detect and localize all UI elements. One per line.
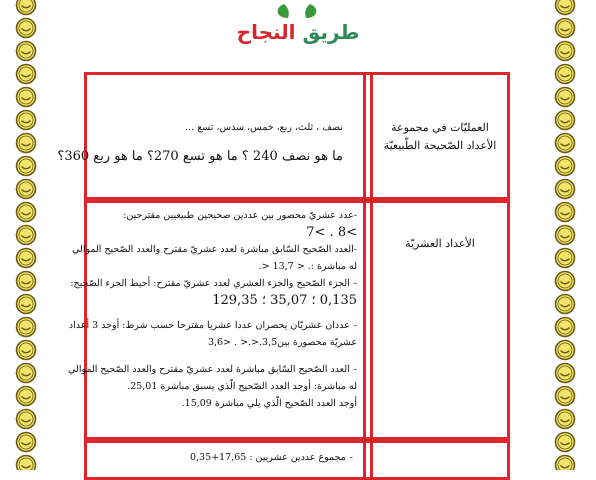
row3-label-cell — [370, 440, 510, 480]
row2-line-7: - عددان عشريّان يحصران عددا عشريا مقترحا حسب شرط: أوجد 3 أعداد — [87, 317, 357, 334]
smiley-icon — [15, 316, 37, 338]
smiley-icon — [15, 0, 37, 16]
smiley-icon — [15, 339, 37, 361]
smiley-icon — [15, 293, 37, 315]
smiley-icon — [554, 155, 576, 177]
smiley-icon — [554, 86, 576, 108]
smiley-icon — [15, 155, 37, 177]
smiley-icon — [554, 109, 576, 131]
smiley-icon — [15, 86, 37, 108]
page-title — [0, 20, 596, 44]
title-word-2: النجاح — [236, 20, 296, 44]
smiley-icon — [15, 362, 37, 384]
smiley-icon — [554, 132, 576, 154]
row2-line-10: له مباشرة: أوجد العدد الصّحيح الّذي يسبق مباشرة 25,01. — [127, 381, 357, 392]
row2-line-5: - الجزء الصّحيح والجزء العشري لعدد عشريّ مقترح: أحيط الجزء الصّحيح: — [87, 275, 357, 292]
smiley-icon — [15, 63, 37, 85]
smiley-icon — [15, 178, 37, 200]
smiley-icon — [554, 431, 576, 453]
row2-line-11: أوجد العدد الصّحيح الّذي يلي مباشرة 15,09. — [181, 398, 357, 409]
smiley-icon — [554, 247, 576, 269]
row3-content-cell — [84, 440, 366, 480]
row2-line-1: -عدد عشريّ محصور بين عددين صحيحين طبيعيين مقترحين: — [123, 210, 357, 221]
smiley-icon — [554, 270, 576, 292]
smiley-icon — [554, 0, 576, 16]
smiley-icon — [554, 385, 576, 407]
row2-line-9: - العدد الصّحيح السّابق مباشرة لعدد عشريّ مقترح والعدد الصّحيح الموالي — [87, 361, 357, 378]
row2-content-cell — [68, 200, 366, 440]
smiley-icon — [554, 201, 576, 223]
smiley-icon — [15, 109, 37, 131]
smiley-icon — [15, 224, 37, 246]
smiley-icon — [15, 431, 37, 453]
smiley-icon — [15, 132, 37, 154]
row2-label: الأعداد العشريّة — [405, 237, 475, 250]
smiley-icon — [554, 408, 576, 430]
smiley-icon — [554, 316, 576, 338]
row2-line-8: عشريّة محصورة بين3,5.<.< . <3,6 — [207, 337, 357, 348]
smiley-icon — [554, 362, 576, 384]
row2-line-6: 0,135 ؛ 35,07 ؛ 129,35 — [212, 293, 357, 308]
smiley-icon — [554, 63, 576, 85]
row1-label: العمليّات في مجموعة الأعداد الصّحيحة الطّبيعيّة — [383, 121, 497, 152]
smiley-icon — [15, 270, 37, 292]
row2-line-4: له مباشرة :. < 13,7 <. — [258, 261, 357, 272]
smiley-icon — [554, 178, 576, 200]
smiley-icon — [15, 454, 37, 470]
row1-line-1: نصف ، ثلث، ربع، خمس، سدس، تسع ... — [185, 122, 343, 133]
smiley-icon — [15, 247, 37, 269]
row1-label-cell — [370, 72, 510, 200]
smiley-icon — [15, 408, 37, 430]
smiley-icon — [554, 293, 576, 315]
row3-line-1: - مجموع عددين عشريين : 17,65+0,35 — [93, 449, 353, 466]
row2-label-cell — [370, 200, 510, 440]
smiley-icon — [15, 201, 37, 223]
smiley-icon — [15, 385, 37, 407]
title-word-1: طريق — [302, 20, 360, 44]
smiley-icon — [554, 339, 576, 361]
row2-line-3: -العدد الصّحيح السّابق مباشرة لعدد عشريّ مقترح والعدد الصّحيح الموالي — [72, 244, 357, 255]
right-smiley-border — [553, 0, 579, 470]
lesson-table — [57, 72, 510, 470]
left-smiley-border — [14, 0, 40, 470]
row1-content-cell — [57, 72, 366, 200]
smiley-icon — [554, 454, 576, 470]
row2-line-2: 7< . 8< — [306, 225, 357, 240]
smiley-icon — [554, 224, 576, 246]
row1-line-2: ما هو نصف 240 ؟ ما هو تسع 270؟ ما هو ربع 360؟ — [57, 149, 343, 164]
